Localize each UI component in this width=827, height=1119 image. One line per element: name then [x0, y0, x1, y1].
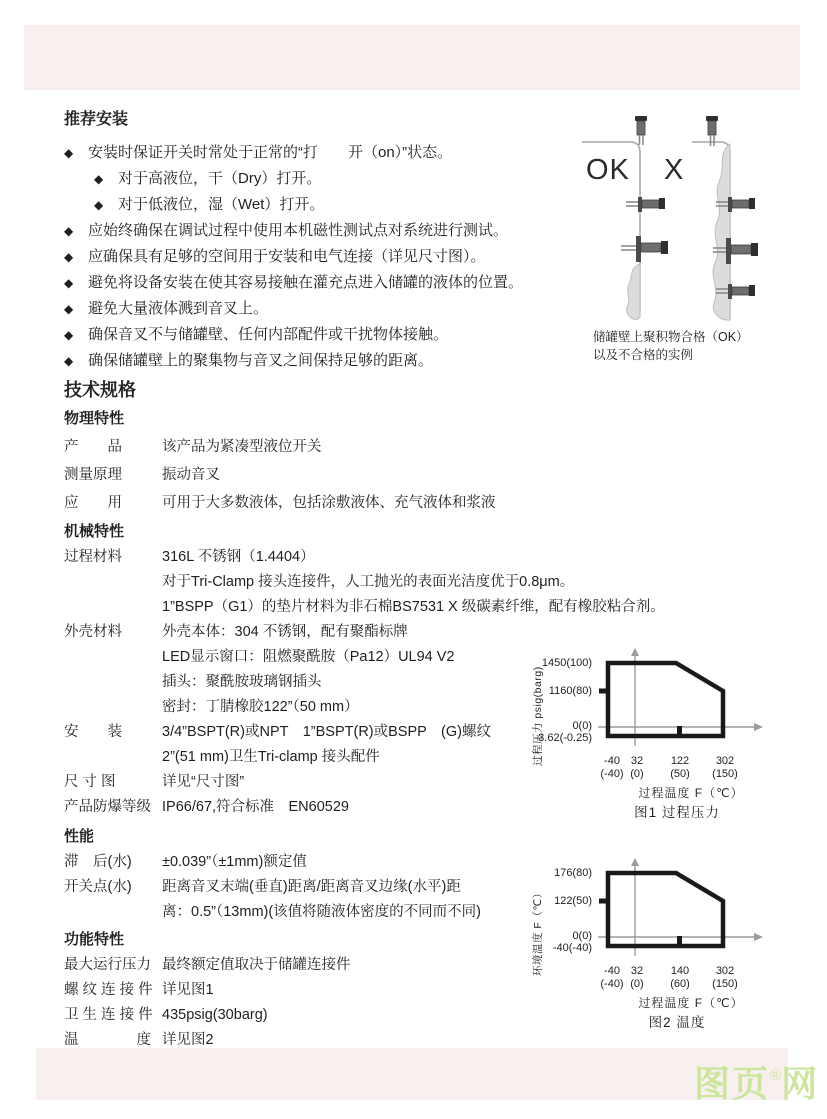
- y-axis-label: 过程压力 psig(barg): [532, 666, 544, 766]
- bullet-text: 对于高液位，干（Dry）打开。: [118, 170, 322, 187]
- table-row: [64, 461, 594, 489]
- table-row: [64, 433, 594, 461]
- list-item: [64, 244, 594, 270]
- x-tick-label: -40: [604, 755, 620, 767]
- ok-label: OK: [586, 154, 630, 186]
- diamond-bullet-icon: ◆: [64, 146, 74, 160]
- x-tick-label: (60): [670, 978, 690, 990]
- x-tick-label: 302: [715, 755, 735, 767]
- y-tick-label: 122(50): [554, 895, 592, 907]
- x-tick-label: (0): [630, 768, 644, 780]
- section-title-recommended-installation: 推荐安装: [64, 111, 129, 128]
- y-tick-label: 0(0): [572, 720, 592, 732]
- table-row: [64, 720, 594, 770]
- x-tick-label: (150): [712, 978, 738, 990]
- spec-value-line: 对于Tri-Clamp 接头连接件，人工抛光的表面光洁度优于0.8μm。: [162, 574, 575, 590]
- table-row: [64, 1003, 594, 1028]
- spec-label: 滞 后(水): [64, 854, 132, 870]
- list-item: [64, 296, 594, 322]
- tank-wall-diagram: [580, 112, 792, 324]
- table-row: [64, 978, 594, 1003]
- x-tick-label: 32: [630, 965, 644, 977]
- list-item: [64, 218, 594, 244]
- physical-spec-table: [64, 433, 594, 517]
- x-tick-label: (150): [712, 768, 738, 780]
- figure-caption: 图1 过程压力: [634, 805, 720, 820]
- watermark-text: 图页: [694, 1063, 771, 1104]
- list-item: [64, 192, 594, 218]
- x-tick-label: 32: [630, 755, 644, 767]
- spec-value-line: 振动音叉: [162, 467, 220, 483]
- performance-spec-table: [64, 850, 594, 925]
- table-row: [64, 620, 594, 720]
- pressure-envelope: [608, 663, 723, 736]
- y-tick-label: -3.62(-0.25): [534, 732, 592, 744]
- header-band: [24, 25, 800, 90]
- bullet-text: 避免大量液体溅到音叉上。: [88, 300, 269, 317]
- spec-value-line: 密封：丁腈橡胶122”（50 mm）: [162, 699, 359, 715]
- figure-2-temperature-chart: [522, 848, 822, 1033]
- spec-value-line: 离：0.5”（13mm)(该值将随液体密度的不同而不同): [162, 904, 482, 920]
- bullet-text: 确保储罐壁上的聚集物与音叉之间保持足够的距离。: [88, 352, 434, 369]
- pressure-envelope-plot: [596, 646, 786, 766]
- spec-value-line: LED显示窗口：阻燃聚酰胺（Pa12）UL94 V2: [162, 649, 455, 665]
- figure-caption: 图2 温度: [648, 1015, 706, 1030]
- x-tick-label: -40: [604, 965, 620, 977]
- x-tick-label: (-40): [600, 978, 624, 990]
- spec-value-line: 1”BSPP（G1）的垫片材料为非石棉BS7531 X 级碳素纤维，配有橡胶粘合剂。: [162, 599, 665, 615]
- bullet-text: 应始终确保在调试过程中使用本机磁性测试点对系统进行测试。: [88, 222, 509, 239]
- footer-band: [36, 1048, 788, 1100]
- spec-value-line: 可用于大多数液体，包括涂敷液体、充气液体和浆液: [162, 495, 496, 511]
- spec-label: 最大运行压力: [64, 957, 151, 973]
- spec-label: 尺 寸 图: [64, 774, 116, 790]
- diamond-bullet-icon: ◆: [94, 172, 104, 186]
- spec-label: 产品防爆等级: [64, 799, 151, 815]
- registered-trademark-icon: ®: [770, 1067, 782, 1084]
- diamond-bullet-icon: ◆: [64, 302, 74, 316]
- watermark-logo: [694, 1056, 819, 1107]
- spec-value-line: IP66/67,符合标准 EN60529: [162, 799, 349, 815]
- list-item: [64, 166, 594, 192]
- spec-label: 卫 生 连 接 件: [64, 1007, 153, 1023]
- spec-value-line: 详见“尺寸图”: [162, 774, 245, 790]
- temperature-envelope-plot: [596, 856, 786, 976]
- bullet-text: 避免将设备安装在使其容易接触在灌充点进入储罐的液体的位置。: [88, 274, 524, 291]
- table-row: [64, 850, 594, 875]
- diamond-bullet-icon: ◆: [64, 354, 74, 368]
- spec-value-line: 外壳本体：304 不锈钢，配有聚酯标牌: [162, 624, 408, 640]
- spec-label: 过程材料: [64, 549, 122, 565]
- section-title-technical-specs: 技术规格: [64, 380, 136, 400]
- bullet-text: 应确保具有足够的空间用于安装和电气连接（详见尺寸图）。: [88, 248, 486, 265]
- spec-value-line: 435psig(30barg): [162, 1007, 268, 1023]
- table-row: [64, 545, 665, 620]
- spec-value-line: 距离音叉末端(垂直)距离/距离音叉边缘(水平)距: [162, 879, 461, 895]
- x-tick-label: (50): [670, 768, 690, 780]
- x-tick-label: (0): [630, 978, 644, 990]
- y-tick-label: 176(80): [554, 867, 592, 879]
- table-row: [64, 953, 594, 978]
- list-item: [64, 140, 594, 166]
- spec-label: 开关点(水): [64, 879, 132, 895]
- y-tick-label: 0(0): [572, 930, 592, 942]
- spec-label: 外壳材料: [64, 624, 122, 640]
- illustration-caption: 以及不合格的实例: [593, 348, 694, 362]
- spec-label: 应 用: [64, 495, 122, 511]
- y-axis-label: 环境温度 F（℃）: [532, 887, 544, 976]
- list-item: [64, 348, 594, 374]
- illustration-caption: 储罐壁上聚积物合格（OK）: [593, 330, 749, 344]
- spec-label: 产 品: [64, 439, 122, 455]
- figure-1-process-pressure-chart: [522, 638, 822, 823]
- spec-label: 安 装: [64, 724, 122, 740]
- spec-value-line: 详见图2: [162, 1032, 214, 1048]
- subsection-title-functional: 功能特性: [64, 931, 125, 948]
- x-label: X: [664, 154, 685, 186]
- bullet-text: 对于低液位，湿（Wet）打开。: [118, 196, 325, 213]
- x-tick-label: 122: [670, 755, 690, 767]
- subsection-title-performance: 性能: [64, 828, 95, 845]
- table-row: [64, 875, 594, 925]
- spec-label: 温 度: [64, 1032, 151, 1048]
- installation-illustration: [580, 112, 792, 374]
- spec-value-line: 316L 不锈钢（1.4404）: [162, 549, 315, 565]
- y-tick-label: -40(-40): [552, 942, 592, 954]
- x-tick-label: 302: [715, 965, 735, 977]
- table-row: [64, 795, 594, 820]
- y-tick-label: 1450(100): [541, 657, 592, 669]
- spec-value-line: 详见图1: [162, 982, 214, 998]
- spec-value-line: ±0.039”（±1mm)额定值: [162, 854, 307, 870]
- spec-value-line: 2”(51 mm)卫生Tri-clamp 接头配件: [162, 749, 380, 765]
- watermark-text: 网: [781, 1063, 820, 1104]
- list-item: [64, 270, 594, 296]
- diamond-bullet-icon: ◆: [64, 250, 74, 264]
- diamond-bullet-icon: ◆: [64, 276, 74, 290]
- spec-label: 螺 纹 连 接 件: [64, 982, 153, 998]
- table-row: [64, 489, 594, 517]
- x-tick-label: 140: [670, 965, 690, 977]
- spec-label: 测量原理: [64, 467, 122, 483]
- subsection-title-mechanical: 机械特性: [64, 523, 125, 540]
- spec-value-line: 3/4”BSPT(R)或NPT 1”BSPT(R)或BSPP (G)螺纹: [162, 724, 491, 740]
- temperature-envelope: [608, 873, 723, 946]
- diamond-bullet-icon: ◆: [64, 224, 74, 238]
- installation-bullet-list: [64, 140, 594, 374]
- bullet-text: 确保音叉不与储罐壁、任何内部配件或干扰物体接触。: [88, 326, 449, 343]
- x-tick-label: (-40): [600, 768, 624, 780]
- x-axis-label: 过程温度 F（℃）: [638, 786, 744, 800]
- diamond-bullet-icon: ◆: [64, 328, 74, 342]
- list-item: [64, 322, 594, 348]
- spec-value-line: 插头：聚酰胺玻璃钢插头: [162, 674, 322, 690]
- functional-spec-table: [64, 953, 594, 1053]
- spec-value-line: 该产品为紧凑型液位开关: [162, 439, 322, 455]
- subsection-title-physical: 物理特性: [64, 410, 125, 427]
- spec-value-line: 最终额定值取决于储罐连接件: [162, 957, 351, 973]
- bullet-text: 安装时保证开关时常处于正常的“打 开（on）”状态。: [88, 144, 453, 161]
- x-axis-label: 过程温度 F（℃）: [638, 996, 744, 1010]
- diamond-bullet-icon: ◆: [94, 198, 104, 212]
- table-row: [64, 770, 594, 795]
- y-tick-label: 1160(80): [548, 685, 592, 697]
